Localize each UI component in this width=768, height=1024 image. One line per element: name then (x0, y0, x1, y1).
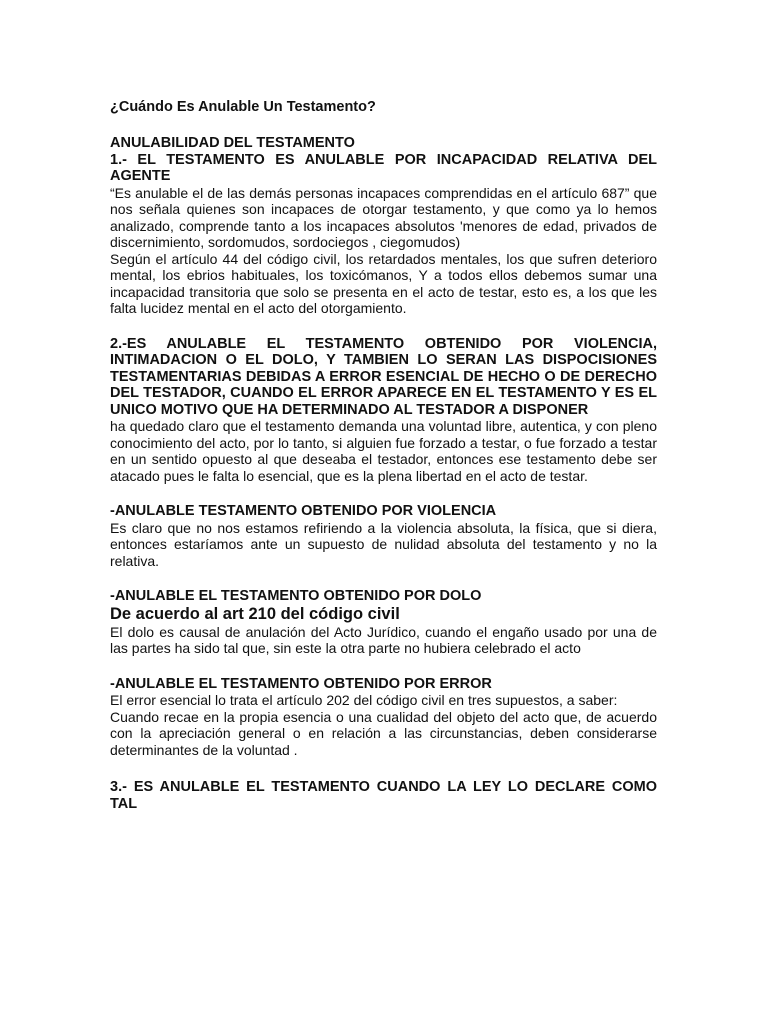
section-2-paragraph-1: ha quedado claro que el testamento demanda una voluntad libre, autentica, y con pleno conocimiento del acto, por lo tanto, si alguien fue forzado a testar, o fue forzado a testar en un sentido opuesto al que deseaba el testador, entonces ese testamento debe ser atacado pues le falta lo esencial, que es la plena libertad en el acto de testar. (110, 418, 657, 484)
error-paragraph-1: El error esencial lo trata el artículo 202 del código civil en tres supuestos, a saber: (110, 692, 618, 708)
error-heading: -ANULABLE EL TESTAMENTO OBTENIDO POR ERROR (110, 675, 492, 692)
section-1-paragraph-1: “Es anulable el de las demás personas incapaces comprendidas en el artículo 687” que nos señala quienes son incapaces de otorgar testamento, y que como ya lo hemos analizado, comprende tanto a los incapaces absolutos 'menores de edad, privados de discernimiento, sordomudos, sordociegos , ciegomudos) (110, 184, 657, 250)
dolo-subheading: De acuerdo al art 210 del código civil (110, 604, 400, 623)
violencia-heading: -ANULABLE TESTAMENTO OBTENIDO POR VIOLENCIA (110, 503, 497, 519)
violencia-paragraph: Es claro que no nos estamos refiriendo a la violencia absoluta, la física, que si diera, entonces estaríamos ante un supuesto de nulidad absoluta del testamento y no la relativa. (110, 519, 657, 569)
section-anulabilidad (110, 135, 657, 317)
section-2-heading: 2.-ES ANULABLE EL TESTAMENTO OBTENIDO POR VIOLENCIA, INTIMADACION O EL DOLO, Y TAMBIEN LO SERAN LAS DISPOCISIONES TESTAMENTARIAS DEBIDAS A ERROR ESENCIAL DE HECHO O DE DERECHO DEL TESTADOR, CUANDO EL ERROR APARECE EN EL TESTAMENTO Y ES EL UNICO MOTIVO QUE HA DETERMINADO AL TESTADOR A DISPONER (110, 335, 657, 418)
section-violencia (110, 503, 657, 569)
main-heading: ANULABILIDAD DEL TESTAMENTO (110, 135, 355, 151)
dolo-heading: -ANULABLE EL TESTAMENTO OBTENIDO POR DOLO (110, 588, 482, 604)
dolo-paragraph: El dolo es causal de anulación del Acto Jurídico, cuando el engaño usado por una de las partes ha sido tal que, sin este la otra parte no hubiera celebrado el acto (110, 623, 657, 656)
section-1-heading: 1.- EL TESTAMENTO ES ANULABLE POR INCAPACIDAD RELATIVA DEL AGENTE (110, 151, 657, 184)
section-1-paragraph-2: Según el artículo 44 del código civil, los retardados mentales, los que sufren deterioro mental, los ebrios habituales, los toxicómanos, Y a todos ellos debemos sumar una incapacidad transitoria que solo se presenta en el acto de testar, esto es, a los que les falta lucidez mental en el acto del otorgamiento. (110, 250, 657, 316)
section-dolo (110, 588, 657, 657)
section-3 (110, 779, 657, 812)
document-title: ¿Cuándo Es Anulable Un Testamento? (110, 99, 376, 115)
section-3-heading: 3.- ES ANULABLE EL TESTAMENTO CUANDO LA LEY LO DECLARE COMO TAL (110, 779, 657, 812)
document-body (110, 98, 657, 812)
error-paragraph-2: Cuando recae en la propia esencia o una cualidad del objeto del acto que, de acuerdo con la apreciación general o en relación a las circunstancias, deben considerarse determinantes de la voluntad . (110, 708, 657, 758)
section-error (110, 676, 657, 759)
section-2 (110, 336, 657, 485)
